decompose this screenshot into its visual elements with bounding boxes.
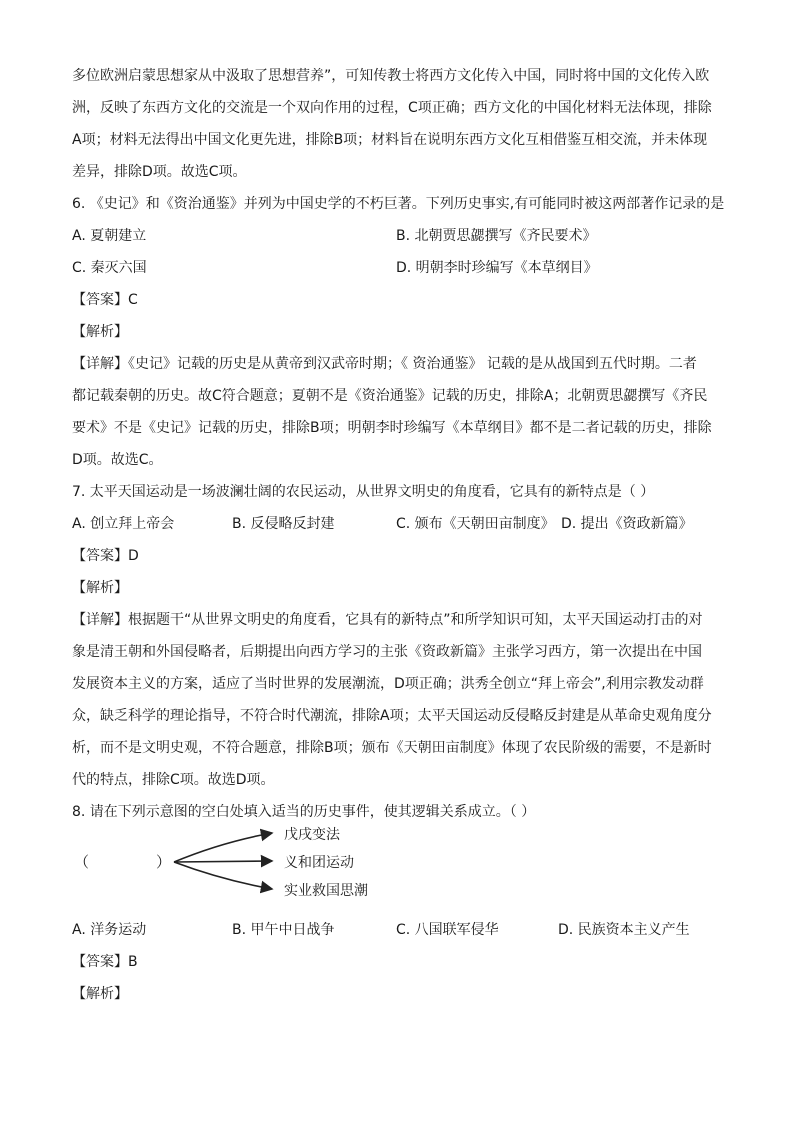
q7-detail-5: 析，而不是文明史观，不符合题意，排除B项；颁布《天朝田亩制度》体现了农民阶级的需要，不是新时 <box>72 740 712 756</box>
q7-option-b: B. 反侵略反封建 <box>232 516 335 532</box>
q8-answer: 【答案】B <box>72 954 138 970</box>
q6-stem: 6. 《史记》和《资治通鉴》并列为中国史学的不朽巨著。下列历史事实,有可能同时被这两部著作记录的是 <box>72 196 725 212</box>
q6-answer: 【答案】C <box>72 292 138 308</box>
intro-line-1: 多位欧洲启蒙思想家从中汲取了思想营养”，可知传教士将西方文化传入中国，同时将中国的文化传入欧 <box>72 68 710 84</box>
q7-stem: 7. 太平天国运动是一场波澜壮阔的农民运动，从世界文明史的角度看，它具有的新特点是（ ） <box>72 484 655 500</box>
q7-analysis-label: 【解析】 <box>72 580 128 596</box>
diagram-paren-left: （ <box>74 853 90 871</box>
diagram-arrow-1 <box>174 833 272 862</box>
diagram-target-3: 实业救国思潮 <box>284 883 368 899</box>
q8-option-b: B. 甲午中日战争 <box>232 922 335 938</box>
q7-detail-1: 【详解】根据题干“从世界文明史的角度看，它具有的新特点”和所学知识可知，太平天国运动打击的对 <box>72 612 703 628</box>
diagram-target-2: 义和团运动 <box>284 855 354 871</box>
q6-detail-3: 要术》不是《史记》记载的历史，排除B项；明朝李时珍编写《本草纲目》都不是二者记载的历史，排除 <box>72 420 712 436</box>
q8-option-d: D. 民族资本主义产生 <box>558 922 690 938</box>
q6-option-c: C. 秦灭六国 <box>72 260 147 276</box>
intro-line-4: 差异，排除D项。故选C项。 <box>72 164 247 180</box>
intro-line-3: A项；材料无法得出中国文化更先进，排除B项；材料旨在说明东西方文化互相借鉴互相交流，并未体现 <box>72 132 708 148</box>
q7-option-d: D. 提出《资政新篇》 <box>561 516 693 532</box>
q7-detail-6: 代的特点，排除C项。故选D项。 <box>72 772 275 788</box>
q6-option-d: D. 明朝李时珍编写《本草纲目》 <box>396 260 598 276</box>
q7-option-c: C. 颁布《天朝田亩制度》 <box>396 516 555 532</box>
diagram-arrow-2 <box>174 861 272 862</box>
q8-diagram <box>72 818 412 908</box>
q7-option-a: A. 创立拜上帝会 <box>72 516 175 532</box>
q6-analysis-label: 【解析】 <box>72 324 128 340</box>
q8-analysis-label: 【解析】 <box>72 986 128 1002</box>
diagram-arrow-3 <box>174 862 272 889</box>
diagram-target-1: 戊戌变法 <box>284 827 340 843</box>
q7-detail-4: 众，缺乏科学的理论指导，不符合时代潮流，排除A项；太平天国运动反侵略反封建是从革命史观角度分 <box>72 708 712 724</box>
q6-detail-4: D项。故选C。 <box>72 452 163 468</box>
q7-answer: 【答案】D <box>72 548 139 564</box>
q6-option-b: B. 北朝贾思勰撰写《齐民要术》 <box>396 228 597 244</box>
q8-option-a: A. 洋务运动 <box>72 922 147 938</box>
q7-detail-3: 发展资本主义的方案，适应了当时世界的发展潮流，D项正确；洪秀全创立“拜上帝会”,利用宗教发动群 <box>72 676 704 692</box>
q6-detail-1: 【详解】《史记》记载的历史是从黄帝到汉武帝时期；《 资治通鉴》 记载的是从战国到五代时期。二者 <box>72 356 697 372</box>
q6-option-a: A. 夏朝建立 <box>72 228 147 244</box>
q6-detail-2: 都记载秦朝的历史。故C符合题意；夏朝不是《资治通鉴》记载的历史，排除A；北朝贾思勰撰写《齐民 <box>72 388 708 404</box>
intro-line-2: 洲，反映了东西方文化的交流是一个双向作用的过程，C项正确；西方文化的中国化材料无法体现，排除 <box>72 100 712 116</box>
q8-stem: 8. 请在下列示意图的空白处填入适当的历史事件，使其逻辑关系成立。（ ） <box>72 804 536 820</box>
diagram-paren-right: ） <box>156 853 172 871</box>
q7-detail-2: 象是清王朝和外国侵略者，后期提出向西方学习的主张《资政新篇》主张学习西方，第一次提出在中国 <box>72 644 702 660</box>
q8-option-c: C. 八国联军侵华 <box>396 922 499 938</box>
